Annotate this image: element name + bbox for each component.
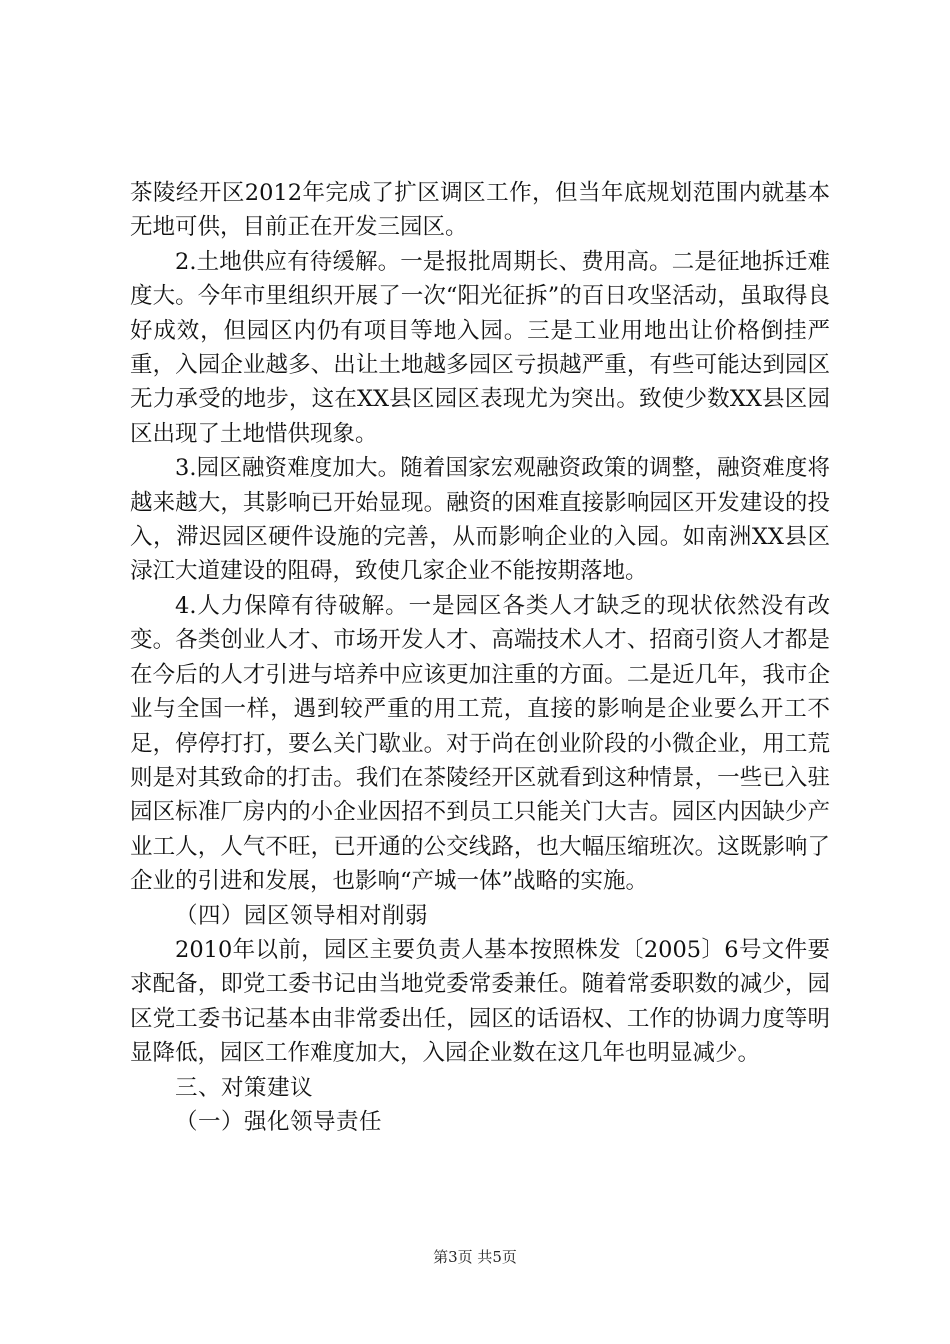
section-heading-strengthen-leadership: （一）强化领导责任 bbox=[175, 1108, 383, 1135]
section-heading-countermeasures: 三、对策建议 bbox=[175, 1074, 314, 1101]
paragraph-human-resources: 4.人力保障有待破解。一是园区各类人才缺乏的现状依然没有改变。各类创业人才、市场开发人才、高端技术人才、招商引资人才都是在今后的人才引进与培养中应该更加注重的方面。二是近几年，我市企业与全国一样，遇到较严重的用工荒，直接的影响是企业要么开工不足，停停打打，要么关门歇业。对于尚在创业阶段的小微企业，用工荒则是对其致命的打击。我们在茶陵经开区就看到这种情景，一些已入驻园区标准厂房内的小企业因招不到员工只能关门大吉。园区内因缺少产业工人，人气不旺，已开通的公交线路，也大幅压缩班次。这既影响了企业的引进和发展，也影响“产城一体”战略的实施。 bbox=[130, 592, 830, 895]
document-body bbox=[130, 176, 830, 1139]
page-number-footer: 第3页 共5页 bbox=[433, 1248, 517, 1266]
paragraph-continuation: 茶陵经开区2012年完成了扩区调区工作，但当年底规划范围内就基本无地可供，目前正在开发三园区。 bbox=[130, 180, 830, 241]
section-heading-leadership: （四）园区领导相对削弱 bbox=[175, 902, 429, 929]
paragraph-financing: 3.园区融资难度加大。随着国家宏观融资政策的调整，融资难度将越来越大，其影响已开始显现。融资的困难直接影响园区开发建设的投入，滞迟园区硬件设施的完善，从而影响企业的入园。如南洲XX县区渌江大道建设的阻碍，致使几家企业不能按期落地。 bbox=[130, 455, 830, 585]
paragraph-land-supply: 2.土地供应有待缓解。一是报批周期长、费用高。二是征地拆迁难度大。今年市里组织开展了一次“阳光征拆”的百日攻坚活动，虽取得良好成效，但园区内仍有项目等地入园。三是工业用地出让价格倒挂严重，入园企业越多、出让土地越多园区亏损越严重，有些可能达到园区无力承受的地步，这在XX县区园区表现尤为突出。致使少数XX县区园区出现了土地惜供现象。 bbox=[130, 248, 830, 447]
paragraph-leadership: 2010年以前，园区主要负责人基本按照株发〔2005〕6号文件要求配备，即党工委书记由当地党委常委兼任。随着常委职数的减少，园区党工委书记基本由非常委出任，园区的话语权、工作的协调力度等明显降低，园区工作难度加大，入园企业数在这几年也明显减少。 bbox=[130, 936, 830, 1067]
